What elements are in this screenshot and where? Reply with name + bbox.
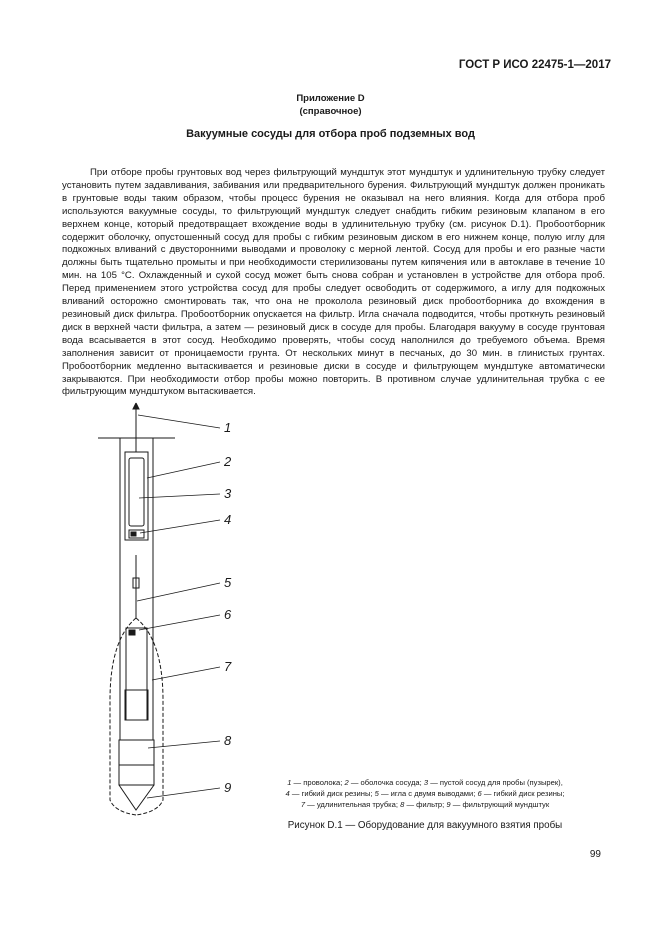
annex-subtitle: (справочное): [299, 106, 362, 117]
callout-1: 1: [224, 420, 232, 435]
legend-line-3: 7 — удлинительная трубка; 8 — фильтр; 9 — фильтрующий мундштук: [300, 800, 550, 810]
callout-8: 8: [224, 733, 232, 748]
callout-5: 5: [224, 575, 232, 590]
document-header: ГОСТ Р ИСО 22475-1—2017: [458, 59, 611, 71]
callout-6: 6: [224, 607, 232, 622]
callout-3: 3: [224, 486, 232, 501]
annex-title: Приложение D: [296, 93, 365, 104]
page-number: 99: [589, 849, 601, 860]
callout-4: 4: [224, 512, 232, 527]
figure-legend: [250, 777, 600, 811]
figure-caption: Рисунок D.1 — Оборудование для вакуумного взятия пробы: [287, 820, 563, 831]
figure-d1-diagram: [90, 400, 260, 820]
callout-7: 7: [224, 659, 232, 674]
section-title: Вакуумные сосуды для отбора проб подземных вод: [186, 128, 475, 140]
legend-line-1: 1 — проволока; 2 — оболочка сосуда; 3 — пустой сосуд для пробы (пузырек),: [287, 778, 563, 787]
legend-line-2: 4 — гибкий диск резины; 5 — игла с двумя выводами; 6 — гибкий диск резины;: [285, 789, 565, 799]
callout-9: 9: [224, 780, 232, 795]
callout-2: 2: [224, 454, 232, 469]
body-paragraph: При отборе пробы грунтовых вод через фильтрующий мундштук этот мундштук и удлинительную трубку следует установить путем задавливания, забивания или предварительного бурения. Фильтрующий мундштук должен проникать в грунтовые воды таким образом, чтобы процесс бурения не оказывал на него влияния. Когда для отбора проб используются вакуумные сосуды, то фильтрующий мундштук следует снабдить гибким резиновым клапаном в его верхнем конце, который предотвращает вхождение воды в удлинительную трубку (см. рисунок D.1). Пробоотборник содержит оболочку, опустошенный сосуд для пробы с гибким резиновым диском в его нижнем конце, полую иглу для подкожных вливаний с двусторонними выводами и проволоку с мерной лентой. Сосуд для пробы и его разные части должны быть тщательно промыты и при необходимости стерилизованы путем кипячения или в автоклаве в течение 10 мин. на 105 °С. Охлажденный и сухой сосуд может быть снова собран и установлен в устройстве для отбора проб. Перед применением этого устройства сосуд для пробы следует освободить от содержимого, а иглу для подкожных вливаний осторожно смонтировать так, что она не проколола резиновый диск пробоотборника до вхождения в резиновый диск фильтра. Пробоотборник опускается на фильтр. Игла сначала подводится, чтобы проткнуть резиновый диск в верхней части фильтра, а затем — резиновый диск в сосуде для пробы. Благодаря вакууму в сосуде грунтовая вода всасывается в этот сосуд. Необходимо проверять, чтобы сосуд наполнился до требуемого объема. Время заполнения зависит от проницаемости грунта. От нескольких минут в песчаных, до 30 мин. в глинистых грунтах. Пробоотборник медленно вытаскивается и резиновые диски в сосуде и фильтрующем мундштуке автоматически закрываются. При необходимости отбор пробы можно повторить. В противном случае удлинительная трубка с ее фильтрующим мундштуком вытаскивается.: [62, 167, 605, 398]
